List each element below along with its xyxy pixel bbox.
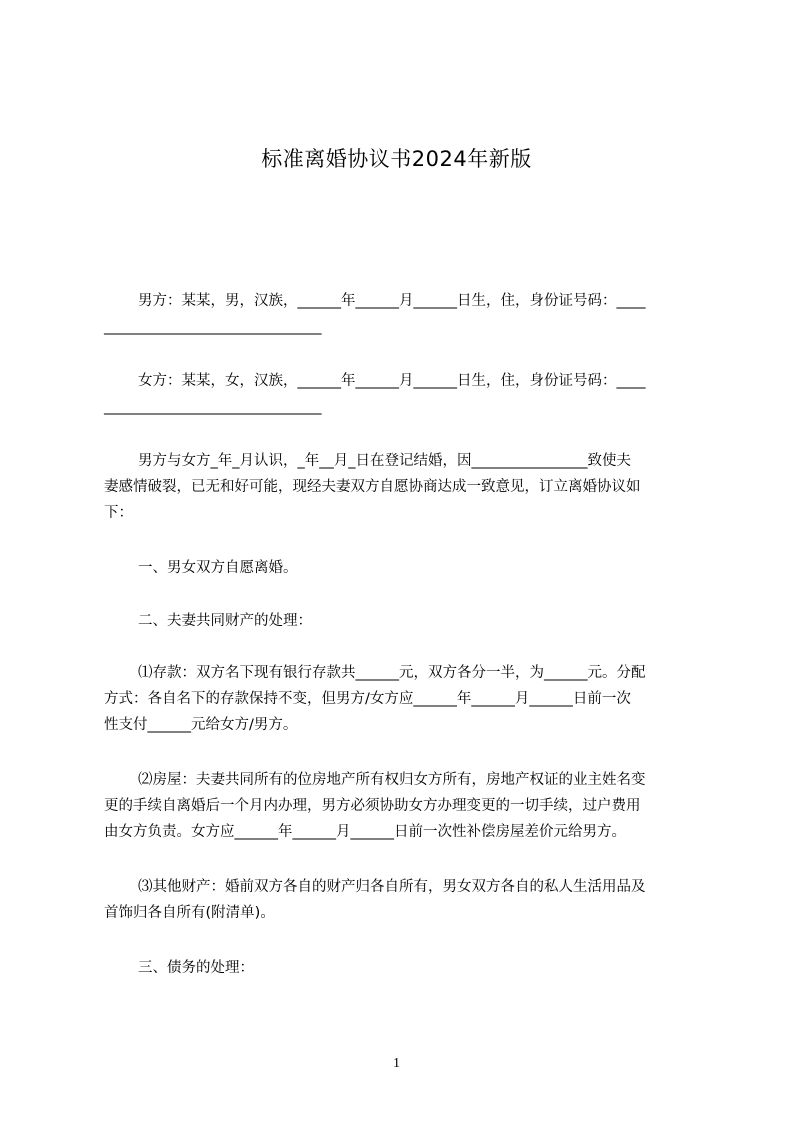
paragraph-line: 方式：各自名下的存款保持不变，但男方/女方应______年______月______日前一次 xyxy=(104,691,631,707)
paragraph-line: ⑵房屋：夫妻共同所有的位房地产所有权归女方所有，房地产权证的业主姓名变 xyxy=(138,772,646,788)
paragraph-line: ⑴存款：双方名下现有银行存款共______元，双方各分一半，为______元。分配 xyxy=(138,665,646,681)
section-heading-voluntary-divorce xyxy=(104,555,700,581)
document-title: 标准离婚协议书2024年新版 xyxy=(261,147,532,171)
paragraph-line: ______________________________ xyxy=(104,319,322,335)
page-number: 1 xyxy=(393,1056,400,1071)
paragraph-line: 二、夫妻共同财产的处理： xyxy=(138,613,312,629)
paragraph-savings xyxy=(104,660,700,738)
section-heading-debts xyxy=(104,955,700,981)
paragraph-line: 男方与女方_年_月认识，_年__月_日在登记结婚，因________________致使夫 xyxy=(138,453,631,469)
paragraph-line: 更的手续自离婚后一个月内办理，男方必须协助女方办理变更的一切手续，过户费用 xyxy=(104,798,641,814)
paragraph-line: 女方：某某，女，汉族，______年______月______日生，住，身份证号码：____ xyxy=(138,373,646,389)
paragraph-other-property xyxy=(104,874,700,926)
paragraph-line: ______________________________ xyxy=(104,399,322,415)
paragraph-line: 男方：某某，男，汉族，______年______月______日生，住，身份证号码：____ xyxy=(138,293,646,309)
paragraph-line: 一、男女双方自愿离婚。 xyxy=(138,560,298,576)
paragraph-line: 首饰归各自所有(附清单)。 xyxy=(104,905,275,921)
paragraph-line: 妻感情破裂，已无和好可能，现经夫妻双方自愿协商达成一致意见，订立离婚协议如 xyxy=(104,479,641,495)
paragraph-marriage-background xyxy=(104,448,700,526)
paragraph-line: 由女方负责。女方应______年______月______日前一次性补偿房屋差价元给男方。 xyxy=(104,824,626,840)
paragraph-line: 三、债务的处理： xyxy=(138,960,254,976)
paragraph-female-party xyxy=(104,368,700,420)
paragraph-line: 下： xyxy=(104,505,133,521)
paragraph-male-party xyxy=(104,288,700,340)
paragraph-line: ⑶其他财产：婚前双方各自的财产归各自所有，男女双方各自的私人生活用品及 xyxy=(138,879,646,895)
paragraph-house xyxy=(104,767,700,845)
paragraph-line: 性支付______元给女方/男方。 xyxy=(104,717,298,733)
section-heading-property xyxy=(104,608,700,634)
